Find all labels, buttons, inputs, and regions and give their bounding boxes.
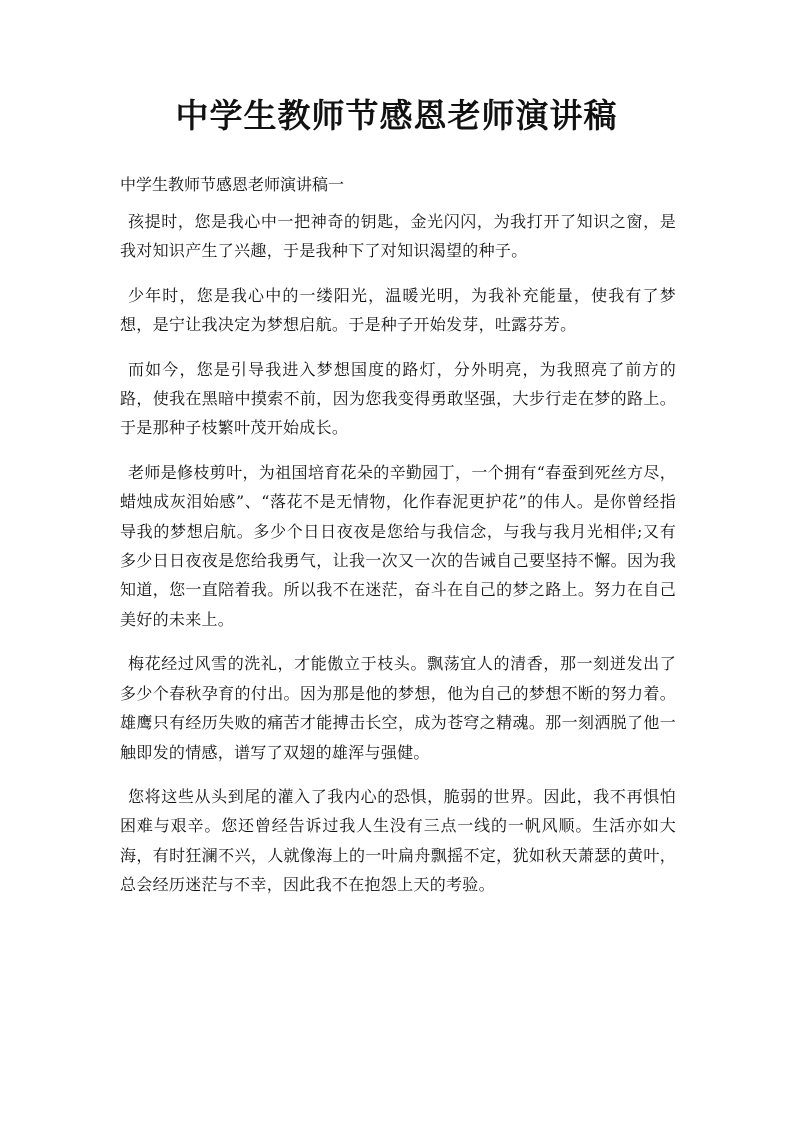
paragraph-5: 梅花经过风雪的洗礼，才能傲立于枝头。飘荡宜人的清香，那一刻迸发出了多少个春秋孕育的付出。因为那是他的梦想，他为自己的梦想不断的努力着。雄鹰只有经历失败的痛苦才能搏击长空，成为苍穹之精魂。那一刻洒脱了他一触即发的情感，谱写了双翅的雄浑与强健。	[120, 654, 676, 762]
document-body	[120, 170, 676, 915]
paragraph-2: 少年时，您是我心中的一缕阳光，温暖光明，为我补充能量，使我有了梦想，是宁让我决定为梦想启航。于是种子开始发芽，吐露芬芳。	[120, 285, 676, 335]
paragraph-4: 老师是修枝剪叶，为祖国培育花朵的辛勤园丁，一个拥有“春蚕到死丝方尽，蜡烛成灰泪始感”、“落花不是无情物，化作春泥更护花”的伟人。是你曾经指导我的梦想启航。多少个日日夜夜是您给与我信念，与我与我月光相伴;又有多少日日夜夜是您给我勇气，让我一次又一次的告诫自己要坚持不懈。因为我知道，您一直陪着我。所以我不在迷茫，奋斗在自己的梦之路上。努力在自己美好的未来上。	[120, 462, 676, 629]
document-title: 中学生教师节感恩老师演讲稿	[175, 96, 618, 135]
paragraph-3: 而如今，您是引导我进入梦想国度的路灯，分外明亮，为我照亮了前方的路，使我在黑暗中摸索不前，因为您我变得勇敢坚强，大步行走在梦的路上。于是那种子枝繁叶茂开始成长。	[120, 359, 676, 438]
paragraph-1: 孩提时，您是我心中一把神奇的钥匙，金光闪闪，为我打开了知识之窗，是我对知识产生了兴趣，于是我种下了对知识渴望的种子。	[120, 212, 676, 261]
paragraph-6: 您将这些从头到尾的灌入了我内心的恐惧，脆弱的世界。因此，我不再惧怕困难与艰辛。您还曾经告诉过我人生没有三点一线的一帆风顺。生活亦如大海，有时狂澜不兴，人就像海上的一叶扁舟飘摇不定，犹如秋天萧瑟的黄叶，总会经历迷茫与不幸，因此我不在抱怨上天的考验。	[120, 786, 676, 895]
section-heading: 中学生教师节感恩老师演讲稿一	[120, 175, 345, 194]
